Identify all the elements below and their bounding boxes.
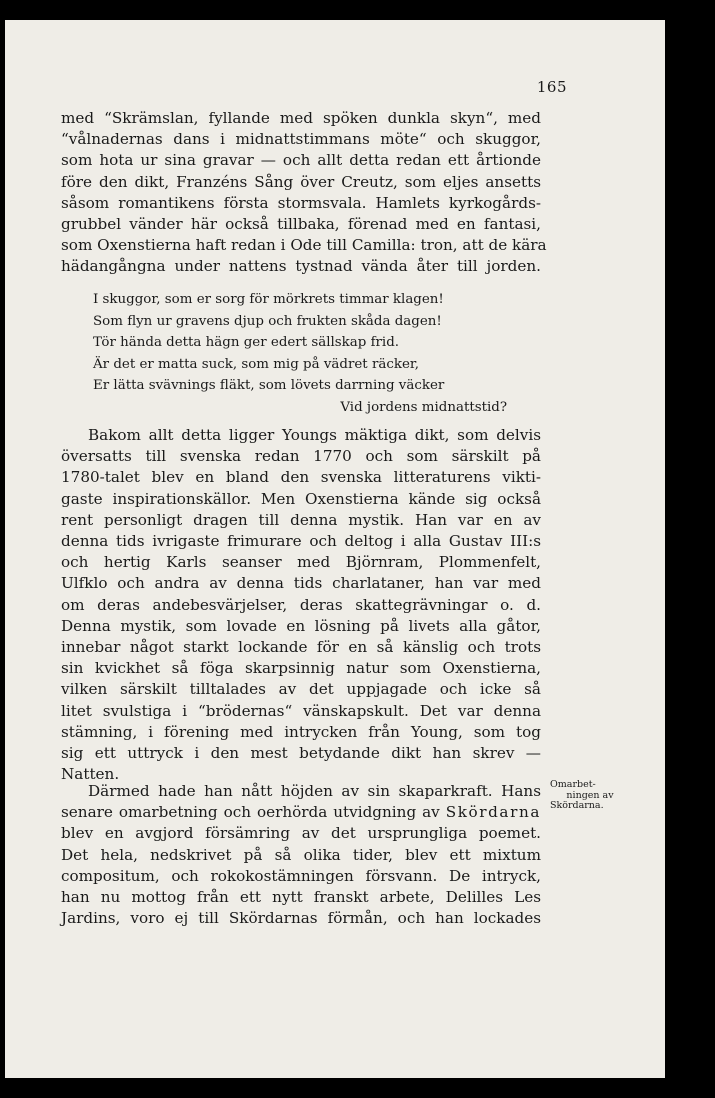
text-line: gaste inspirationskällor. Men Oxenstierna kände sig också — [61, 489, 541, 508]
text-line: blev en avgjord försämring av det ursprungliga poemet. — [61, 824, 541, 843]
text-line: Därmed hade han nått höjden av sin skaparkraft. Hans — [88, 782, 541, 800]
text-line: Det hela, nedskrivet på så olika tider, blev ett mixtum — [61, 845, 541, 864]
text-line: sig ett uttryck i den mest betydande dikt han skrev — — [61, 744, 541, 763]
text-line: litet svulstiga i “brödernas“ vänskapskult. Det var denna — [61, 701, 541, 720]
text-line: som hota ur sina gravar — och allt detta redan ett årtionde — [61, 151, 541, 170]
text-line: såsom romantikens första stormsvala. Hamlets kyrkogårds- — [61, 193, 541, 212]
text-line: Denna mystik, som lovade en lösning på livets alla gåtor, — [61, 616, 541, 635]
paragraph-1 — [61, 108, 547, 278]
text-line: översatts till svenska redan 1770 och som särskilt på — [61, 447, 541, 466]
text-line: grubbel vänder här också tillbaka, förenad med en fantasi, — [61, 215, 541, 234]
text-line: med “Skrämslan, fyllande med spöken dunkla skyn“, med — [61, 109, 541, 127]
text-segment: senare omarbetning och oerhörda utvidgning av — [61, 803, 446, 822]
text-line: vilken särskilt tilltalades av det uppjagade och icke så — [61, 680, 541, 699]
text-line: Ulfklo och andra av denna tids charlataner, han var med — [61, 574, 541, 593]
text-line: “vålnadernas dans i midnattstimmans möte“ och skuggor, — [61, 130, 541, 149]
text-line: hädangångna under nattens tystnad vända åter till jorden. — [61, 257, 541, 276]
text-line: stämning, i förening med intrycken från Young, som tog — [61, 722, 541, 741]
verse-quote — [93, 289, 507, 418]
margin-note-line: ningen av — [566, 789, 614, 801]
title-spaced: Skördarna — [445, 803, 541, 822]
page-number: 165 — [536, 78, 567, 96]
verse-line: Är det er matta suck, som mig på vädret räcker, — [93, 356, 420, 372]
verse-line: Er lätta svävnings fläkt, som lövets darrning väcker — [93, 378, 445, 393]
margin-note-line: Skördarna. — [550, 800, 604, 811]
text-line: compositum, och rokokostämningen försvann. De intryck, — [61, 866, 541, 885]
text-line: Jardins, voro ej till Skördarnas förmån, och han lockades — [61, 909, 541, 928]
text-line: han nu mottog från ett nytt franskt arbete, Delilles Les — [61, 888, 541, 907]
book-page — [5, 20, 665, 1078]
text-line: innebar något starkt lockande för en så känslig och trots — [61, 638, 541, 657]
text-line: denna tids ivrigaste frimurare och deltog i alla Gustav III:s — [61, 532, 541, 551]
paragraph-2 — [61, 425, 541, 785]
verse-line: Vid jordens midnattstid? — [340, 399, 507, 415]
text-line: rent personligt dragen till denna mystik. Han var en av — [61, 510, 541, 529]
text-line: som Oxenstierna haft redan i Ode till Camilla: tron, att de kära — [61, 236, 547, 255]
verse-line: I skuggor, som er sorg för mörkrets timmar klagen! — [93, 292, 444, 307]
margin-note-line: Omarbet- — [550, 779, 596, 790]
text-line: Bakom allt detta ligger Youngs mäktiga dikt, som delvis — [88, 426, 541, 444]
paragraph-3 — [61, 781, 541, 929]
text-line: före den dikt, Franzéns Sång över Creutz, som eljes ansetts — [61, 172, 541, 191]
text-line: 1780-talet blev en bland den svenska litteraturens vikti- — [61, 468, 541, 487]
margin-note — [550, 780, 630, 812]
verse-line: Som flyn ur gravens djup och frukten skåda dagen! — [93, 313, 442, 329]
text-line — [61, 802, 541, 823]
text-line: Natten. — [61, 765, 120, 784]
text-line: sin kvickhet så föga skarpsinnig natur som Oxenstierna, — [61, 659, 541, 678]
text-line: och hertig Karls seanser med Björnram, Plommenfelt, — [61, 553, 541, 572]
verse-line: Tör hända detta hägn ger edert sällskap frid. — [93, 335, 400, 350]
text-line: om deras andebesvärjelser, deras skattegrävningar o. d. — [61, 595, 541, 614]
